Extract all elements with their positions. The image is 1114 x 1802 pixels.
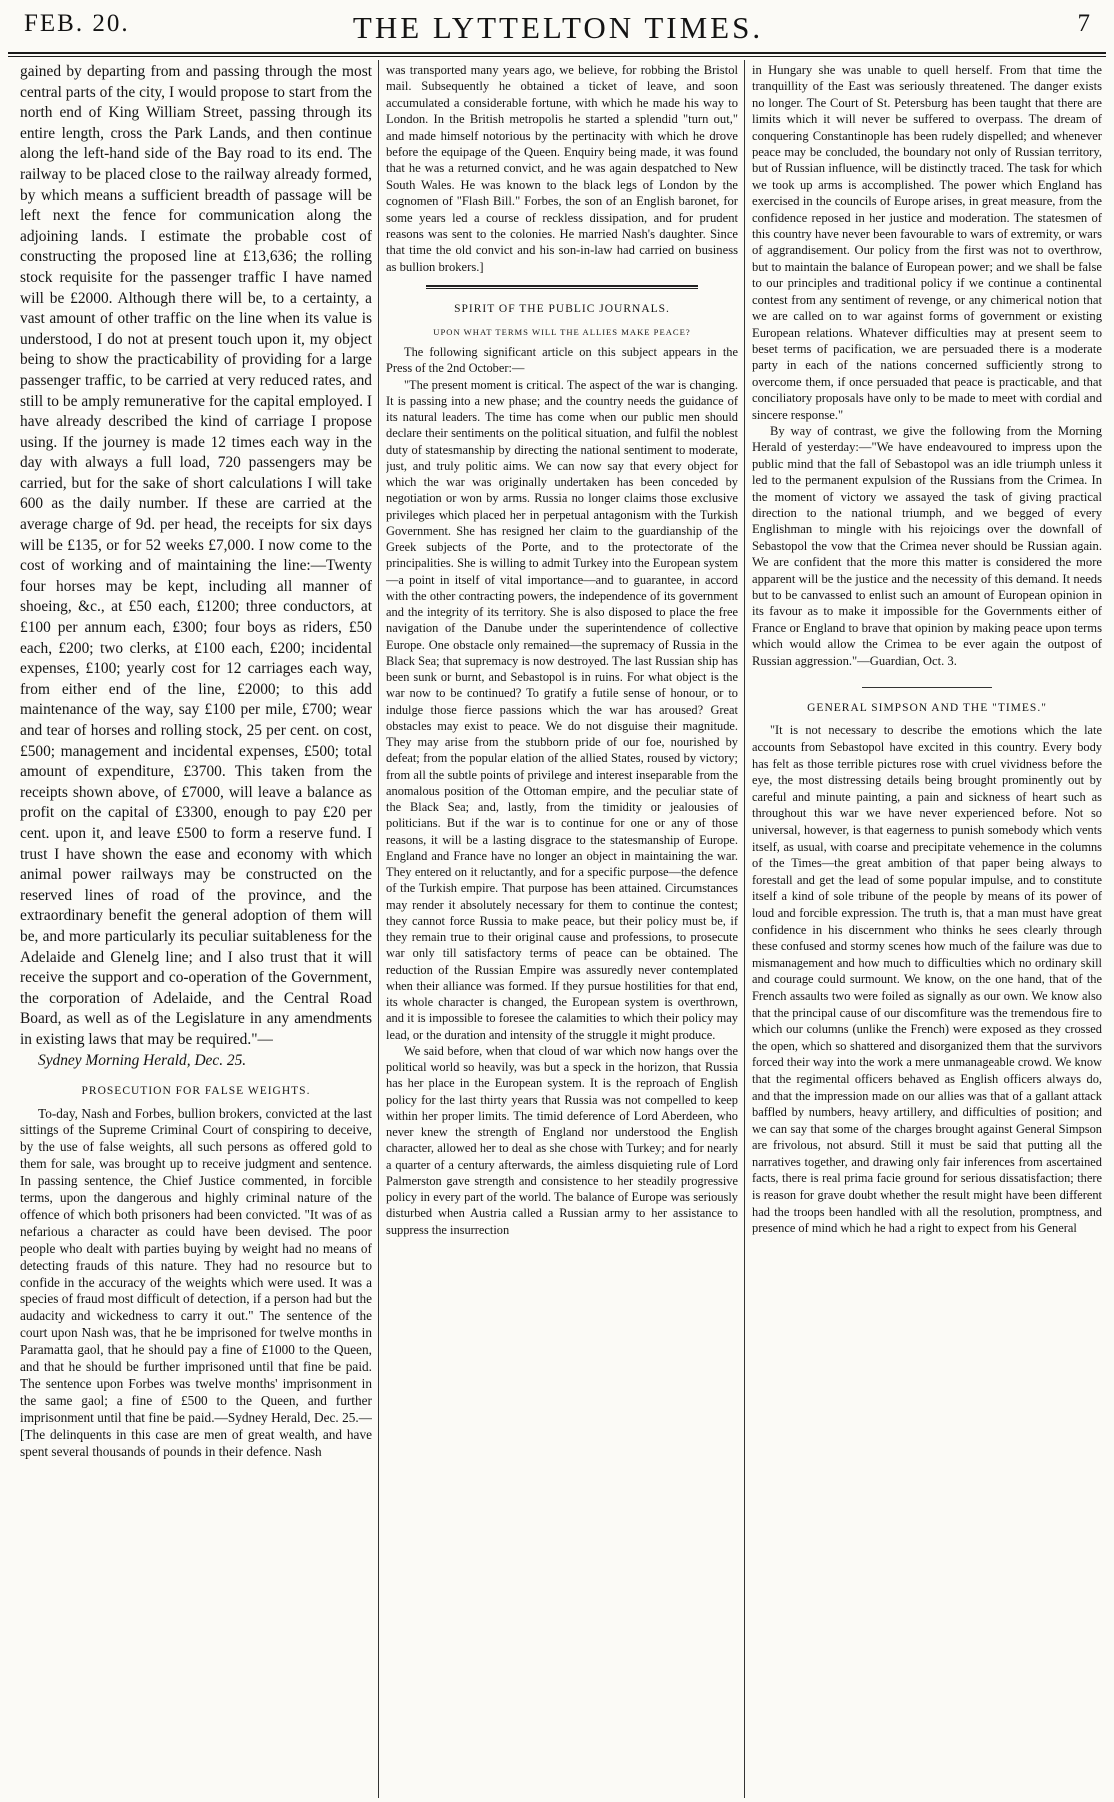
section-rule — [862, 687, 992, 688]
section-heading: PROSECUTION FOR FALSE WEIGHTS. — [81, 1085, 311, 1098]
column-3 — [752, 62, 1102, 1796]
article-body: "The present moment is critical. The aspect of the war is changing. It is passing into a new phase; and the country needs the guidance of its natural leaders. The time has come when our public men should declare their sentiments on the political situation, and fulfil the noblest duty of statesmanship by directing the national sentiment to moderate, just, and truly politic aims. We can now say that every object for which the war was originally undertaken has been conceded by negotiation or won by arms. Russia no longer claims those exclusive privileges which placed her in perpetual antagonism with the Turkish Government. She has resigned her claim to the guardianship of the Greek subjects of the Porte, and to the protectorate of the principalities. She is willing to admit Turkey into the European system—a point in itself of vital importance—and to guarantee, in accord with the other contracting powers, the independence of its government and the integrity of its territory. She is also disposed to place the free navigation of the Danube under the superintendence of collective Europe. One obstacle only remained—the supremacy of Russia in the Black Sea; that supremacy is now destroyed. The last Russian ship has been sunk or burnt, and Sebastopol is in ruins. For what object is the war now to be continued? To gratify a futile sense of honour, or to indulge those fierce passions which the war has aroused? Great obstacles may exist to peace. We do not disguise their magnitude. They may arise from the stubborn pride of our foe, nourished by defeat; from the popular elation of the allied States, roused by victory; from all the subtle points of privilege and interest inseparable from the anomalous position of the Ottoman empire, and the peculiar state of the Black Sea; and, lastly, from the timidity or jealousies of politicians. But if the war is to continue for one or any of those reasons, it will be a lasting disgrace to the statesmanship of Europe. England and France have no longer an object in maintaining the war. They entered on it reluctantly, and for a specific purpose—the defence of the Turkish empire. That purpose has been attained. Circumstances may render it absolutely necessary for them to continue the contest; they cannot force Russia to make peace, but their policy must be, if they remain true to their original cause and professions, to prosecute war only till satisfactory terms of peace can be obtained. The reduction of the Russian Empire was assuredly never contemplated when their alliance was formed. If they pursue hostilities for that end, its whole character is changed, the European system is overthrown, and it is impossible to foresee the calamities to which their policy may lead, or the duration and intensity of the struggle it might produce. — [386, 377, 738, 1042]
issue-date: FEB. 20. — [24, 10, 130, 37]
page-number: 7 — [1077, 10, 1090, 37]
railway-article — [20, 62, 372, 1071]
article-intro: The following significant article on this subject appears in the Press of the 2nd October:— — [386, 345, 738, 376]
article-source: Sydney Morning Herald, Dec. 25. — [38, 1051, 247, 1069]
article-body: "It is not necessary to describe the emotions which the late accounts from Sebastopol have excited in this country. Every body has felt as those terrible pictures rose with cruel vividness before the eye, the most distressing details being brought prominently out by careful and minute painting, a pain and sickness of heart such as throughout this war we have never experienced before. Not so universal, however, is that eagerness to punish somebody which vents itself, as usual, with coarse and precipitate vehemence in the columns of the Times—the great ambition of that paper being always to forestall and get the lead of some popular impulse, and to constitute itself a kind of sole tribune of the people by means of its power of loud and forcible expression. The truth is, that a man must have great confidence in his discernment who thinks he sees clearly through these confused and stormy scenes how much of the failure was due to mismanagement and how much to difficulties which no ordinary skill and courage could surmount. We know, on the one hand, that of the French assaults two were foiled as signally as our own. We know also that the principal cause of our discomfiture was the tremendous fire to which our columns (unlike the French) were exposed as they crossed the open, which so shattered and disorganized them that the survivors forced their way into the work a mere unmanageable crowd. We know that the regimental officers behaved as English officers always do, and that the impression made on our allies was that of a gallant attack baffled by numbers, heavy artillery, and difficulties of position; and we can say that some of the charges brought against General Simpson are frivolous, not absurd. Still it must be said that putting all the narratives together, and drawing only fair inferences from ascertained facts, there is real prima facie ground for serious dissatisfaction; there is reason for grave doubt whether the result might have been different had the troops been handled with all the resolution, promptness, and presence of mind which he had a right to expect from his General — [752, 723, 1102, 1236]
column-divider — [378, 60, 379, 1798]
newspaper-title: THE LYTTELTON TIMES. — [352, 10, 764, 45]
column-divider — [744, 60, 745, 1798]
article-body: We said before, when that cloud of war which now hangs over the political world so heavily, was but a speck in the horizon, that Russia has her place in the European system. It is the reproach of English policy for the last thirty years that Russia was not compelled to keep within her proper limits. The timid deference of Lord Aberdeen, who never knew the strength of England nor understood the English character, allowed her to deal as she chose with Turkey; and for nearly a quarter of a century afterwards, the aimless disquieting rule of Lord Palmerston gave strength and consistence to her steadily progressive policy in every part of the world. The balance of Europe was seriously disturbed when Austria called a Russian army to her assistance to suppress the insurrection — [386, 1043, 738, 1237]
section-subheading: UPON WHAT TERMS WILL THE ALLIES MAKE PEACE? — [433, 326, 691, 337]
journals-article — [386, 344, 738, 1238]
article-body: To-day, Nash and Forbes, bullion brokers, convicted at the last sittings of the Supreme Criminal Court of conspiring to deceive, by the use of false weights, all such persons as offered gold to them for sale, was brought up to receive judgment and sentence. In passing sentence, the Chief Justice commented, in forcible terms, upon the dangerous and highly criminal nature of the offence of which both prisoners had been convicted. "It was of as nefarious a character as could have been devised. The poor people who dealt with parties buying by weight had no means of detecting frauds of this nature. They had no resource but to confide in the accuracy of the weights which were used. It was a species of fraud most difficult of detection, if a person had but the audacity and wickedness to carry it out." The sentence of the court upon Nash was, that he be imprisoned for twelve months in Paramatta gaol, that he should pay a fine of £1000 to the Queen, and that he should be further imprisoned until that fine be paid. The sentence upon Forbes was twelve months' imprisonment in the same gaol; a fine of £500 to the Queen, and further imprisonment until that fine be paid.—Sydney Herald, Dec. 25.—[The delinquents in this case are men of great wealth, and have spent several thousands of pounds in their defence. Nash — [20, 1105, 372, 1459]
section-heading: SPIRIT OF THE PUBLIC JOURNALS. — [454, 303, 670, 316]
simpson-article — [752, 722, 1102, 1236]
column-1 — [20, 62, 372, 1796]
section-rule — [426, 285, 698, 289]
masthead — [22, 4, 1094, 48]
section-heading: GENERAL SIMPSON AND THE "TIMES." — [807, 702, 1047, 715]
masthead-rule — [8, 52, 1106, 57]
column-2 — [386, 62, 738, 1796]
article-continuation: was transported many years ago, we believe, for robbing the Bristol mail. Subsequently he obtained a ticket of leave, and soon accumulated a considerable fortune, with which he made his way to London. In the British metropolis he started a splendid "turn out," and made himself notorious by the pertinacity with which he drove before the equipage of the Queen. Enquiry being made, it was found that he was a returned convict, and he was again despatched to New South Wales. He was known to the black legs of London by the cognomen of "Flash Bill." Forbes, the son of an English baronet, for some years led a course of reckless dissipation, and for prudent reasons was sent to the colonies. He married Nash's daughter. Since that time the old convict and his son-in-law had carried on business as bullion brokers.] — [386, 63, 738, 274]
prosecution-article — [20, 1106, 372, 1461]
article-body: By way of contrast, we give the following from the Morning Herald of yesterday:—"We have endeavoured to impress upon the public mind that the fall of Sebastopol was an idle triumph unless it led to the permanent expulsion of the Russians from the Crimea. In the moment of victory we assayed the task of giving practical direction to the national triumph, and we begged of every Englishman to mingle with his rejoicings over the downfall of Sebastopol the vow that the Crimea never should be Russian again. We are confident that the more this matter is considered the more apparent will be the justice and the necessity of this demand. It needs but to be canvassed to enlist such an amount of European opinion in its favour as to make it impossible for the Governments either of France or England to brave that opinion by making peace upon terms which would allow the Crimea to be ever again the outpost of Russian aggression."—Guardian, Oct. 3. — [752, 423, 1102, 668]
article-continuation: in Hungary she was unable to quell herself. From that time the tranquillity of the East was seriously threatened. The danger exists no longer. The Court of St. Petersburg has been taught that there are limits which it will never be suffered to overpass. The dream of conquering Constantinople has been rudely dispelled; and whenever peace may be concluded, the boundary not only of Russian territory, but of Russian influence, will be distinctly traced. The task for which we took up arms is accomplished. The power which England has exercised in the councils of Europe arises, in great measure, from the confidence reposed in her justice and moderation. The statesmen of this country have never been favourable to wars of extremity, or wars of aggrandisement. Our policy from the first was not to overthrow, but to maintain the balance of European power; and we shall be false to our principles and traditional policy if we continue a continental contest from any sentiment of revenge, or any chimerical notion that we are called on to war against forms of government or existing European relations. Whatever difficulties may at present seem to beset terms of pacification, we are persuaded there is a moderate party in each of the nations concerned sufficiently strong to overcome them, if once persuaded that peace is practicable, and that conciliatory proposals have only to be made to meet with cordial and sincere response." — [752, 63, 1102, 422]
article-body: gained by departing from and passing through the most central parts of the city, I would propose to start from the north end of King William Street, passing through its entire length, cross the Park Lands, and then continue along the left-hand side of the Bay road to its end. The railway to be placed close to the railway already formed, by which means a sufficient breadth of passage will be left next the fence for communication along the adjoining lands. I estimate the probable cost of constructing the proposed line at £13,636; the rolling stock requisite for the passenger traffic I have named will be £2000. Although there will be, to a certainty, a vast amount of other traffic on the line when its value is understood, I do not at present touch upon it, my object being to show the practicability of providing for a large passenger traffic, to be carried at very reduced rates, and still to be amply remunerative for the capital employed. I have already described the kind of carriage I propose using. If the journey is made 12 times each way in the day with always a full load, 720 passengers may be carried, but for the sake of short calculations I will take 600 as the daily number. If these are carried at the average charge of 9d. per head, the receipts for six days will be £135, or for 52 weeks £7,000. I now come to the cost of working and of maintaining the line:—Twenty four horses may be kept, including all manner of shoeing, &c., at £50 each, £1200; three conductors, at £100 per annum each, £300; four boys as riders, £50 each, £200; two clerks, at £100 each, £200; incidental expenses, £100; yearly cost for 12 carriages each way, from either end of the line, £2000; to this add maintenance of the way, say £100 per mile, £700; wear and tear of horses and rolling stock, 25 per cent. on cost, £500; management and incidental expenses, £500; total amount of expenditure, £3700. This taken from the receipts shown above, of £7000, will leave a balance as profit on the capital of £3300, enough to pay £20 per cent. upon it, and leave £500 to form a reserve fund. I trust I have shown the ease and economy with which animal power railways may be constructed on the reserved lines of road of the province, and the extraordinary benefit the general adoption of them will be, and more particularly its peculiar suitableness for the Adelaide and Glenelg line; and I also trust that it will receive the support and co-operation of the Government, the corporation of Adelaide, and the Central Road Board, as well as of the Legislature in any amendments in existing laws that may be required."— — [20, 63, 372, 1048]
